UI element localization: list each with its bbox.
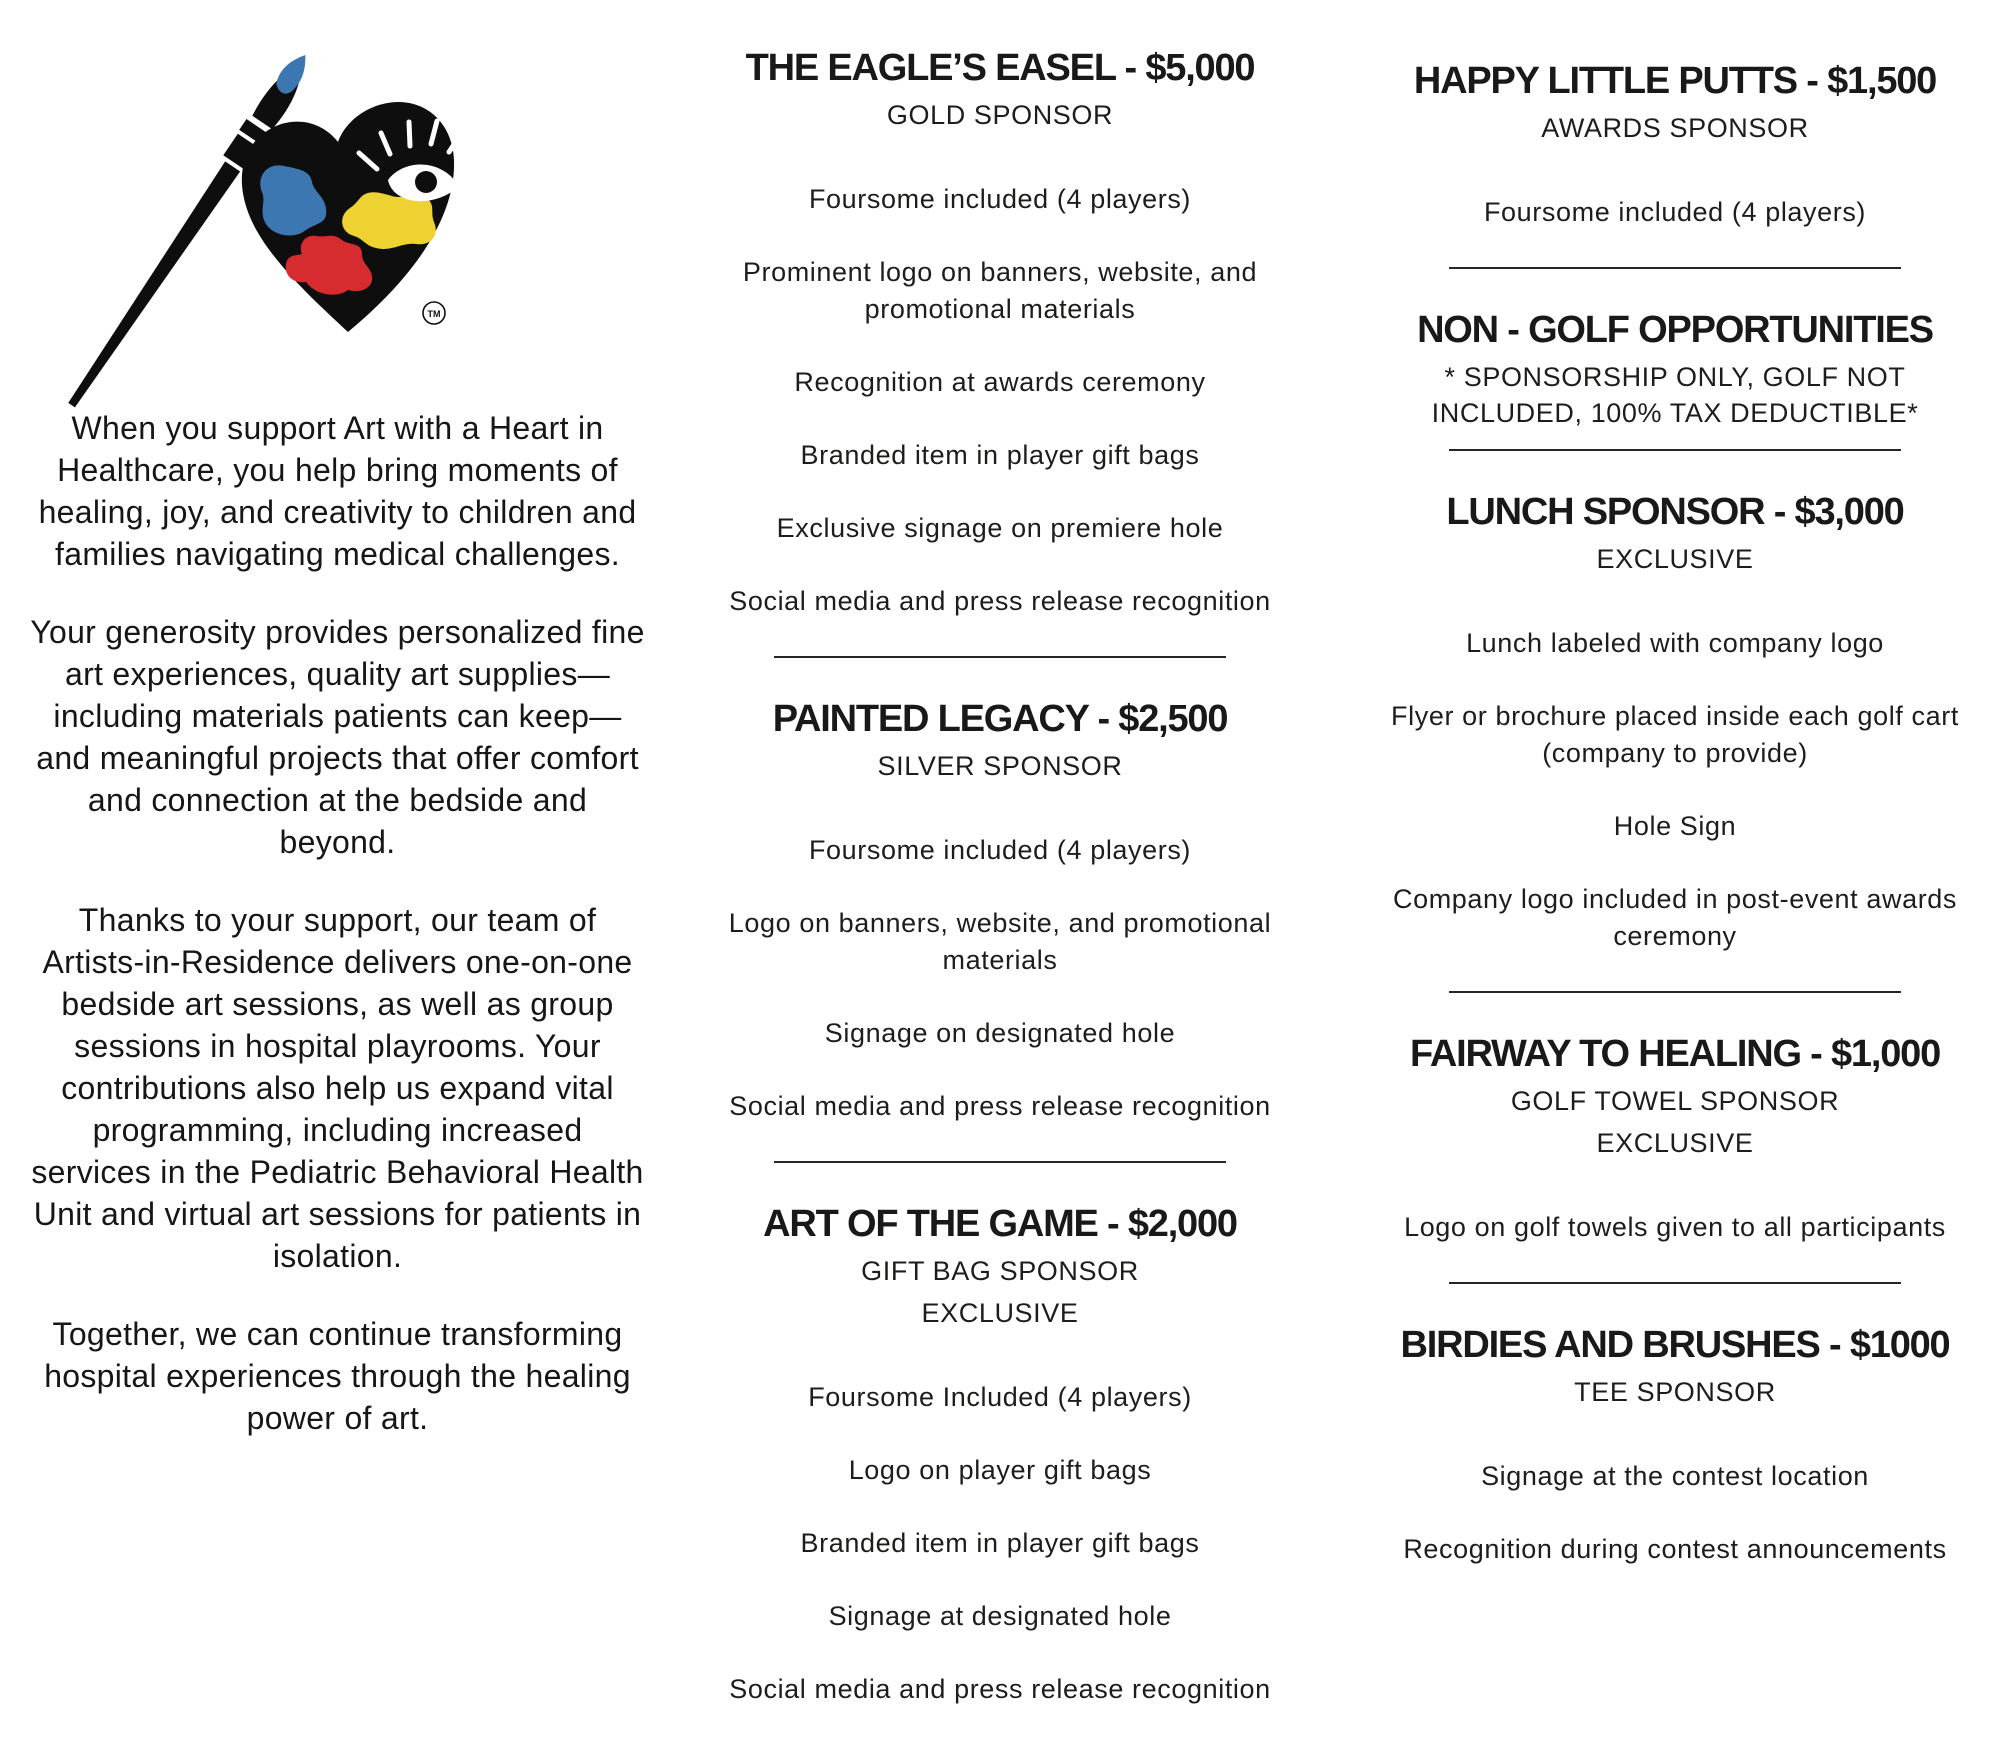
section-divider — [774, 1161, 1226, 1163]
benefit-item: Recognition at awards ceremony — [794, 367, 1206, 397]
sponsor-section — [698, 1201, 1302, 1708]
section-divider — [1449, 1282, 1901, 1284]
sponsor-section — [698, 696, 1302, 1125]
section-subtitle: GIFT BAG SPONSOR — [861, 1256, 1139, 1286]
section-divider — [1449, 449, 1901, 451]
section-subtitle: AWARDS SPONSOR — [1541, 113, 1809, 143]
section-title: PAINTED LEGACY - $2,500 — [772, 698, 1228, 740]
intro-text — [30, 407, 645, 1439]
heart-palette-paintbrush-icon — [220, 50, 472, 360]
sponsor-section — [698, 45, 1302, 620]
benefit-list — [1372, 1458, 1978, 1568]
intro-paragraph: When you support Art with a Heart in Healthcare, you help bring moments of healing, joy, and creativity to children and families navigating medical challenges. — [38, 410, 637, 572]
benefit-list — [1372, 1209, 1978, 1246]
art-with-a-heart-logo — [220, 50, 472, 365]
sponsor-section — [1372, 489, 1978, 955]
svg-text:TM: TM — [427, 309, 441, 319]
benefit-item: Foursome included (4 players) — [808, 184, 1192, 214]
section-title: FAIRWAY TO HEALING - $1,000 — [1409, 1033, 1941, 1075]
section-subtitle: SILVER SPONSOR — [877, 751, 1123, 781]
benefit-list — [698, 181, 1302, 620]
sponsor-section — [1372, 307, 1978, 431]
sponsor-section — [1372, 58, 1978, 231]
sponsor-section — [1372, 1031, 1978, 1246]
benefit-item: Company logo included in post-event awards ceremony — [1392, 884, 1957, 951]
section-title: HAPPY LITTLE PUTTS - $1,500 — [1413, 60, 1937, 102]
benefit-item: Foursome included (4 players) — [808, 835, 1192, 865]
benefit-item: Lunch labeled with company logo — [1466, 628, 1884, 658]
intro-paragraph: Your generosity provides personalized fine art experiences, quality art supplies—including materials patients can keep—and meaningful projects that offer comfort and connection at the bedside and beyond. — [30, 614, 645, 860]
benefit-item: Prominent logo on banners, website, and promotional materials — [742, 257, 1258, 324]
intro-paragraph: Thanks to your support, our team of Artists-in-Residence delivers one-on-one bedside art sessions, as well as group sessions in hospital playrooms. Your contributions also help us expand vital programming, including increased services in the Pediatric Behavioral Health Unit and virtual art sessions for patients in isolation. — [31, 902, 644, 1274]
left-column — [30, 50, 645, 1475]
intro-paragraph: Together, we can continue transforming hospital experiences through the healing power of art. — [44, 1316, 631, 1436]
benefit-item: Social media and press release recognition — [729, 586, 1271, 616]
section-subtitle: EXCLUSIVE — [921, 1298, 1079, 1328]
right-column — [1372, 58, 1978, 1604]
middle-column — [698, 45, 1302, 1744]
benefit-item: Exclusive signage on premiere hole — [776, 513, 1224, 543]
section-divider — [774, 656, 1226, 658]
benefit-item: Logo on golf towels given to all participants — [1404, 1212, 1946, 1242]
benefit-item: Flyer or brochure placed inside each golf cart (company to provide) — [1391, 701, 1959, 768]
benefit-item: Logo on player gift bags — [848, 1455, 1152, 1485]
benefit-list — [1372, 194, 1978, 231]
benefit-item: Signage at the contest location — [1481, 1461, 1869, 1491]
benefit-item: Branded item in player gift bags — [800, 1528, 1200, 1558]
sponsor-section — [1372, 1322, 1978, 1568]
section-title: NON - GOLF OPPORTUNITIES — [1417, 309, 1933, 351]
section-divider — [1449, 267, 1901, 269]
benefit-item: Social media and press release recognition — [729, 1091, 1271, 1121]
benefit-item: Branded item in player gift bags — [800, 440, 1200, 470]
benefit-item: Signage at designated hole — [828, 1601, 1172, 1631]
benefit-list — [698, 1379, 1302, 1708]
section-title: BIRDIES AND BRUSHES - $1000 — [1400, 1324, 1950, 1366]
section-title: ART OF THE GAME - $2,000 — [763, 1203, 1237, 1245]
benefit-item: Social media and press release recognition — [729, 1674, 1271, 1704]
benefit-item: Foursome Included (4 players) — [808, 1382, 1192, 1412]
trademark-symbol — [423, 302, 445, 324]
section-subtitle: TEE SPONSOR — [1574, 1377, 1776, 1407]
section-subtitle: GOLD SPONSOR — [886, 100, 1114, 130]
section-subtitle: EXCLUSIVE — [1596, 544, 1754, 574]
benefit-list — [698, 832, 1302, 1125]
section-title: LUNCH SPONSOR - $3,000 — [1446, 491, 1904, 533]
benefit-list — [1372, 625, 1978, 955]
benefit-item: Hole Sign — [1613, 811, 1737, 841]
section-title: THE EAGLE’S EASEL - $5,000 — [745, 47, 1255, 89]
benefit-item: Recognition during contest announcements — [1403, 1534, 1947, 1564]
benefit-item: Logo on banners, website, and promotional materials — [728, 908, 1272, 975]
section-divider — [1449, 991, 1901, 993]
benefit-item: Signage on designated hole — [824, 1018, 1176, 1048]
benefit-item: Foursome included (4 players) — [1483, 197, 1867, 227]
section-subtitle: EXCLUSIVE — [1596, 1128, 1754, 1158]
section-subtitle: * SPONSORSHIP ONLY, GOLF NOT INCLUDED, 100% TAX DEDUCTIBLE* — [1431, 362, 1919, 428]
section-subtitle: GOLF TOWEL SPONSOR — [1510, 1086, 1840, 1116]
